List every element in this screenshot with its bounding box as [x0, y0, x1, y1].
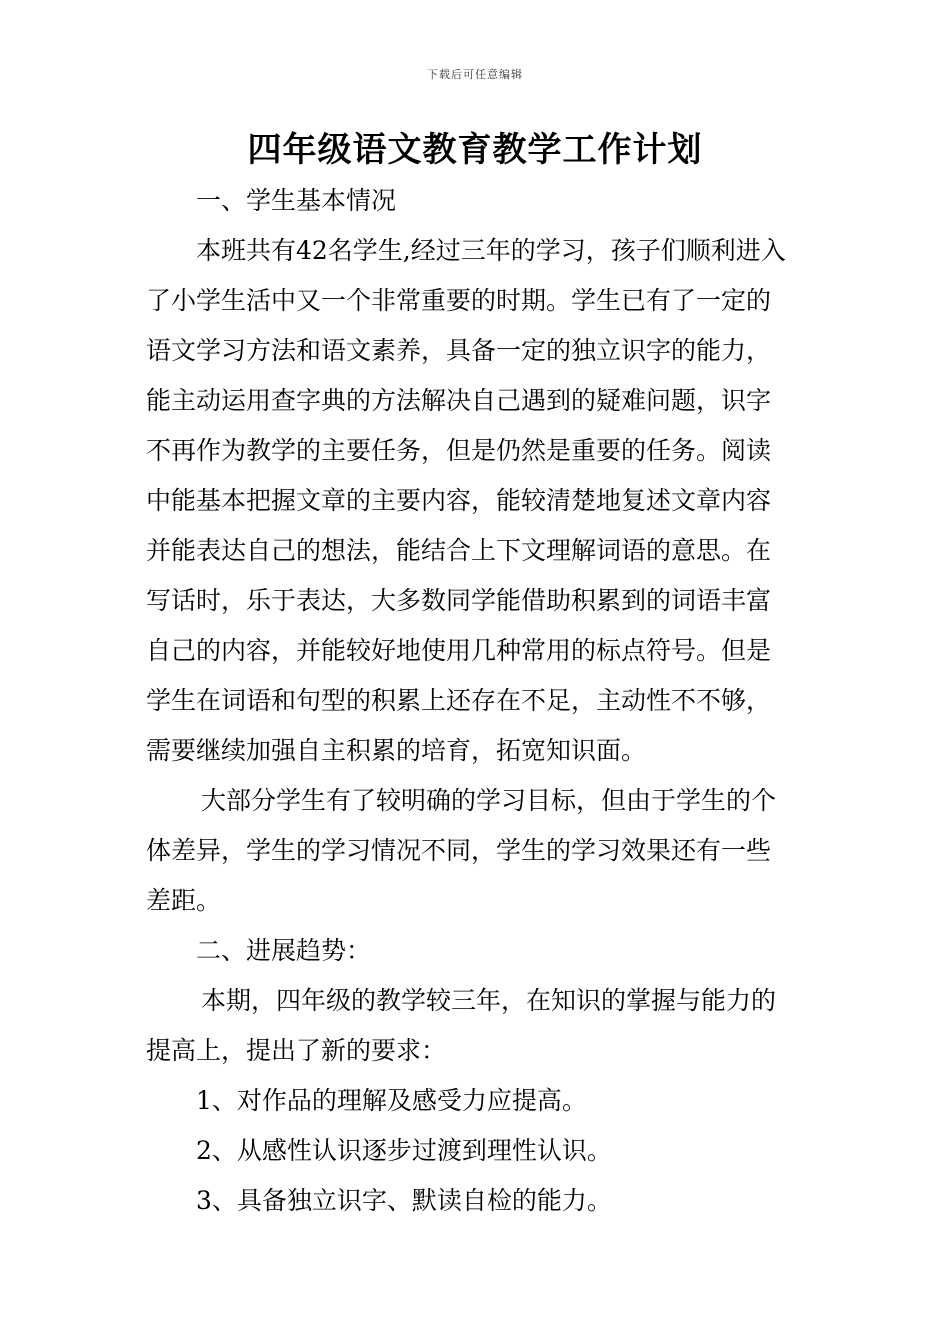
paragraph-line: 中能基本把握文章的主要内容，能较清楚地复述文章内容 [146, 486, 772, 515]
paragraph-line: 大部分学生有了较明确的学习目标，但由于学生的个 [201, 786, 777, 815]
paragraph-line: 并能表达自己的想法，能结合上下文理解词语的意思。在 [146, 536, 772, 565]
section-heading-1: 一、学生基本情况 [196, 186, 397, 215]
paragraph-line: 需要继续加强自主积累的培育，拓宽知识面。 [146, 736, 647, 765]
paragraph-line: 提高上，提出了新的要求： [146, 1036, 447, 1065]
document-title: 四年级语文教育教学工作计划 [247, 130, 703, 170]
paragraph-line: 不再作为教学的主要任务，但是仍然是重要的任务。阅读 [146, 436, 772, 465]
list-item: 1、对作品的理解及感受力应提高。 [196, 1086, 587, 1115]
paragraph-line: 自己的内容，并能较好地使用几种常用的标点符号。但是 [146, 636, 772, 665]
header-note: 下载后可任意编辑 [427, 68, 523, 81]
paragraph-line: 本班共有42名学生,经过三年的学习，孩子们顺利进入 [196, 236, 786, 265]
paragraph-line: 语文学习方法和语文素养，具备一定的独立识字的能力， [146, 336, 772, 365]
list-item: 2、从感性认识逐步过渡到理性认识。 [196, 1136, 612, 1165]
paragraph-line: 能主动运用查字典的方法解决自己遇到的疑难问题，识字 [146, 386, 772, 415]
section-heading-2: 二、进展趋势： [196, 936, 372, 965]
paragraph-line: 了小学生活中又一个非常重要的时期。学生已有了一定的 [146, 286, 772, 315]
paragraph-line: 体差异，学生的学习情况不同，学生的学习效果还有一些 [146, 836, 772, 865]
list-item: 3、具备独立识字、默读自检的能力。 [196, 1186, 612, 1215]
paragraph-line: 写话时，乐于表达，大多数同学能借助积累到的词语丰富 [146, 586, 772, 615]
paragraph-line: 差距。 [146, 886, 222, 915]
paragraph-line: 学生在词语和句型的积累上还存在不足，主动性不不够， [146, 686, 772, 715]
document-body [146, 176, 808, 1226]
paragraph-line: 本期，四年级的教学较三年，在知识的掌握与能力的 [201, 986, 777, 1015]
